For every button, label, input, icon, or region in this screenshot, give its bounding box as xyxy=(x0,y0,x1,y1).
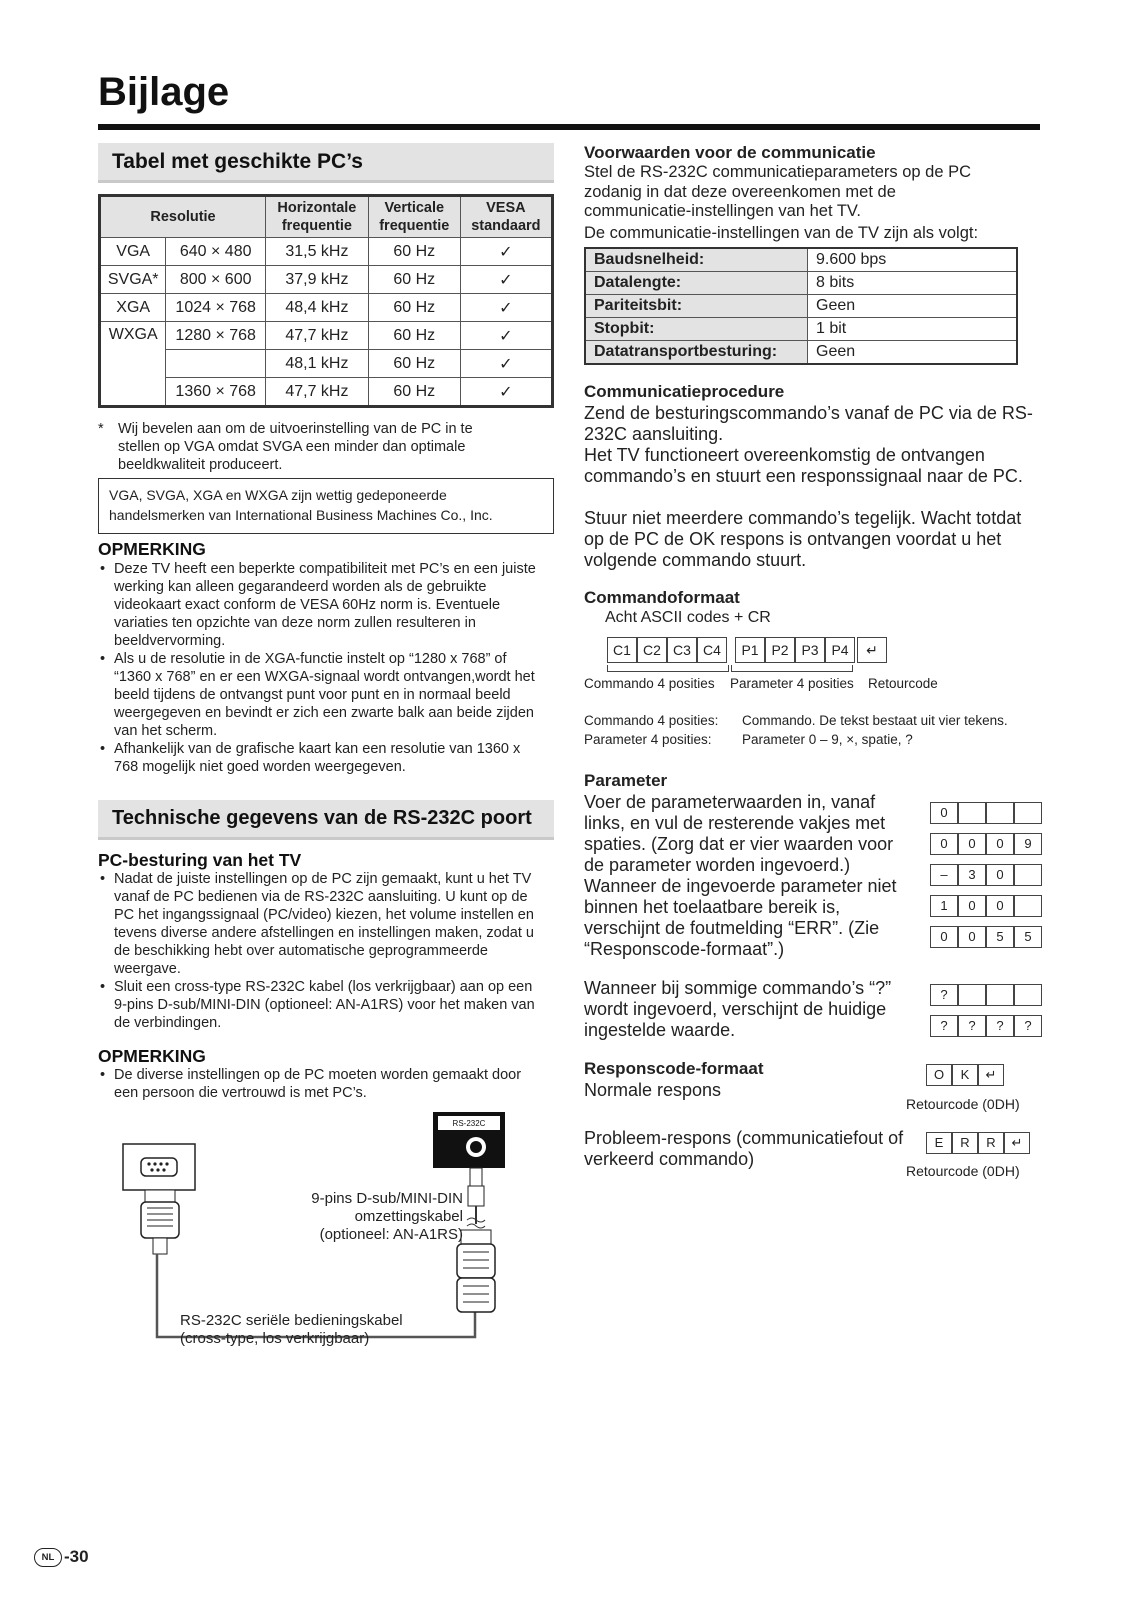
format-box: P3 xyxy=(795,637,825,663)
param-box xyxy=(986,984,1014,1006)
param-box: 0 xyxy=(930,802,958,824)
param-box: 0 xyxy=(986,864,1014,886)
response-box: E xyxy=(926,1132,952,1154)
cell-res: 1280 × 768 xyxy=(166,322,266,350)
table-row xyxy=(585,341,1017,365)
cable1-label xyxy=(270,1190,463,1244)
comm-text2: De communicatie-instellingen van de TV zijn als volgt: xyxy=(584,224,979,242)
proc-title: Communicatieprocedure xyxy=(584,382,785,401)
comm-settings-table xyxy=(584,247,1018,365)
format-box: P4 xyxy=(825,637,855,663)
check-icon: ✓ xyxy=(460,266,552,294)
param-box xyxy=(1014,864,1042,886)
table-row xyxy=(100,238,553,266)
cable2-label xyxy=(180,1312,403,1348)
param-box: 0 xyxy=(958,833,986,855)
param-box: ? xyxy=(930,1015,958,1037)
fmt-label-command: Commando 4 posities xyxy=(584,676,715,691)
response-box: O xyxy=(926,1064,952,1086)
param-box xyxy=(1014,984,1042,1006)
setting-key: Pariteitsbit: xyxy=(585,295,808,318)
trademark-box xyxy=(98,478,554,534)
cable1-line3: (optioneel: AN-A1RS) xyxy=(319,1226,463,1243)
header-vesa: VESA standaard xyxy=(460,196,552,238)
table-row xyxy=(100,294,553,322)
setting-key: Stopbit: xyxy=(585,318,808,341)
response-box: R xyxy=(952,1132,978,1154)
cable2-line1: RS-232C seriële bedieningskabel xyxy=(180,1312,403,1329)
param-box: ? xyxy=(1014,1015,1042,1037)
setting-value: Geen xyxy=(808,341,1018,365)
cell-hfreq: 47,7 kHz xyxy=(266,322,369,350)
table-row xyxy=(585,272,1017,295)
setting-value: Geen xyxy=(808,295,1018,318)
cell-hfreq: 48,1 kHz xyxy=(266,350,369,378)
trademark-text: VGA, SVGA, XGA en WXGA zijn wettig gedeponeerde handelsmerken van International Business Machines Co., Inc. xyxy=(109,487,493,523)
cell-vfreq: 60 Hz xyxy=(368,294,460,322)
resp-ret1: Retourcode (0DH) xyxy=(906,1096,1020,1112)
param-box: ? xyxy=(958,1015,986,1037)
check-icon: ✓ xyxy=(460,322,552,350)
param-box xyxy=(958,984,986,1006)
pc-serial-port-icon xyxy=(123,1144,195,1190)
section-title-rs232 xyxy=(98,800,554,840)
response-box: ↵ xyxy=(1004,1132,1030,1154)
setting-value: 8 bits xyxy=(808,272,1018,295)
setting-key: Baudsnelheid: xyxy=(585,248,808,272)
section-title-text: Tabel met geschikte PC’s xyxy=(112,149,363,173)
dsub-connector-icon xyxy=(141,1190,179,1254)
resp-problem: Probleem-respons (communicatiefout of verkeerd commando) xyxy=(584,1128,904,1169)
param-box: 0 xyxy=(986,833,1014,855)
param-title: Parameter xyxy=(584,771,668,790)
fmt-def1-key: Commando 4 posities: xyxy=(584,713,719,728)
setting-key: Datatransportbesturing: xyxy=(585,341,808,365)
fmt-def2-key: Parameter 4 posities: xyxy=(584,732,712,747)
param-box xyxy=(1014,802,1042,824)
proc-p3: Stuur niet meerdere commando’s tegelijk. Wacht totdat op de PC de OK respons is ontvangen voordat u het volgende commando stuurt. xyxy=(584,508,1022,570)
param-box: 9 xyxy=(1014,833,1042,855)
brace-parameter xyxy=(731,665,853,672)
table-row xyxy=(585,248,1017,272)
page-number: -30 xyxy=(64,1547,89,1566)
resp-normal: Normale respons xyxy=(584,1080,722,1100)
section-title-pc-table xyxy=(98,143,554,183)
table-header-row xyxy=(100,196,553,238)
setting-value: 1 bit xyxy=(808,318,1018,341)
format-box: C3 xyxy=(667,637,697,663)
fmt-sub: Acht ASCII codes + CR xyxy=(605,609,771,626)
cell-name: WXGA xyxy=(100,322,166,407)
list-item: • Nadat de juiste instellingen op de PC zijn gemaakt, kunt u het TV vanaf de PC bedienen via de RS-232C aansluiting. U kunt op de PC het ingangssignaal (PC/video) kiezen, het volume instellen en tevens diverse andere afstellingen en instellingen maken, zodat u de beschikking hebt over automatische geprogrammeerde weergave. xyxy=(98,870,542,978)
cell-hfreq: 31,5 kHz xyxy=(266,238,369,266)
check-icon: ✓ xyxy=(460,350,552,378)
table-row xyxy=(100,322,553,350)
param-box: ? xyxy=(930,984,958,1006)
proc-p1: Zend de besturingscommando’s vanaf de PC via de RS-232C aansluiting. xyxy=(584,403,1033,444)
comm-title: Voorwaarden voor de communicatie xyxy=(584,143,876,162)
cell-vfreq: 60 Hz xyxy=(368,378,460,407)
fmt-def2-value: Parameter 0 – 9, ×, spatie, ? xyxy=(742,732,913,747)
fmt-title: Commandoformaat xyxy=(584,588,740,607)
note2-title: OPMERKING xyxy=(98,1046,206,1066)
cell-hfreq: 47,7 kHz xyxy=(266,378,369,407)
header-horizontal: Horizontale frequentie xyxy=(266,196,369,238)
format-box: P2 xyxy=(765,637,795,663)
header-vertical: Verticale frequentie xyxy=(368,196,460,238)
table-row xyxy=(100,350,553,378)
section-title-text: Technische gegevens van de RS-232C poort xyxy=(112,807,532,829)
port-label: RS-232C xyxy=(452,1119,486,1128)
fmt-def1-value: Commando. De tekst bestaat uit vier tekens. xyxy=(742,713,1008,728)
cell-vfreq: 60 Hz xyxy=(368,266,460,294)
cell-res: 640 × 480 xyxy=(166,238,266,266)
cell-hfreq: 37,9 kHz xyxy=(266,266,369,294)
pc-table xyxy=(98,194,554,408)
pc-control-title: PC-besturing van het TV xyxy=(98,850,302,870)
header-resolution: Resolutie xyxy=(100,196,266,238)
table-row xyxy=(100,378,553,407)
table-row xyxy=(585,318,1017,341)
param-box: 0 xyxy=(986,895,1014,917)
param-box xyxy=(1014,895,1042,917)
table-row xyxy=(100,266,553,294)
cell-vfreq: 60 Hz xyxy=(368,350,460,378)
cell-hfreq: 48,4 kHz xyxy=(266,294,369,322)
brace-command xyxy=(607,665,729,672)
param-box: 0 xyxy=(958,895,986,917)
page-title: Bijlage xyxy=(98,70,230,114)
lang-badge: NL xyxy=(34,1548,62,1567)
param-box: 5 xyxy=(1014,926,1042,948)
response-box: K xyxy=(952,1064,978,1086)
note1-title: OPMERKING xyxy=(98,539,206,559)
list-item: • Afhankelijk van de grafische kaart kan een resolutie van 1360 x 768 mogelijk niet goed worden weergegeven. xyxy=(98,740,538,776)
setting-value: 9.600 bps xyxy=(808,248,1018,272)
param-box: ? xyxy=(986,1015,1014,1037)
cell-res: 1360 × 768 xyxy=(166,378,266,407)
cable1-line1: 9-pins D-sub/MINI-DIN xyxy=(311,1190,463,1207)
pc-control-list xyxy=(98,870,542,1032)
resp-title: Responscode-formaat xyxy=(584,1059,764,1078)
fmt-label-return: Retourcode xyxy=(868,676,938,691)
cell-res: 800 × 600 xyxy=(166,266,266,294)
param-box: 1 xyxy=(930,895,958,917)
cell-name: XGA xyxy=(100,294,166,322)
param-text2: Wanneer bij sommige commando’s “?” wordt ingevoerd, verschijnt de huidige ingestelde waarde. xyxy=(584,978,892,1040)
footnote-mark: * xyxy=(98,421,104,437)
param-box: – xyxy=(930,864,958,886)
format-box: C1 xyxy=(607,637,637,663)
check-icon: ✓ xyxy=(460,378,552,407)
format-box: C4 xyxy=(697,637,727,663)
comm-text: Stel de RS-232C communicatieparameters op de PC zodanig in dat deze overeenkomen met de communicatie-instellingen van het TV. xyxy=(584,163,972,220)
check-icon: ✓ xyxy=(460,238,552,266)
param-box: 3 xyxy=(958,864,986,886)
format-box: C2 xyxy=(637,637,667,663)
tv-rs232-port-icon xyxy=(433,1112,505,1168)
footnote: Wij bevelen aan om de uitvoerinstelling van de PC in te stellen op VGA omdat SVGA een minder dan optimale beeldkwaliteit produceert. xyxy=(118,421,473,473)
list-item: • De diverse instellingen op de PC moeten worden gemaakt door een persoon die vertrouwd is met PC’s. xyxy=(98,1066,542,1102)
response-box: ↵ xyxy=(978,1064,1004,1086)
note1-list xyxy=(98,560,538,776)
setting-key: Datalengte: xyxy=(585,272,808,295)
cable1-line2: omzettingskabel xyxy=(354,1208,463,1225)
fmt-label-parameter: Parameter 4 posities xyxy=(730,676,854,691)
table-row xyxy=(585,295,1017,318)
check-icon: ✓ xyxy=(460,294,552,322)
param-box xyxy=(986,802,1014,824)
return-icon: ↵ xyxy=(857,637,887,663)
cell-vfreq: 60 Hz xyxy=(368,238,460,266)
param-box: 0 xyxy=(930,833,958,855)
param-box: 0 xyxy=(958,926,986,948)
note2-list xyxy=(98,1066,542,1102)
title-rule xyxy=(98,124,1040,130)
cell-res: 1024 × 768 xyxy=(166,294,266,322)
cell-name: VGA xyxy=(100,238,166,266)
cell-vfreq: 60 Hz xyxy=(368,322,460,350)
list-item: • Deze TV heeft een beperkte compatibiliteit met PC’s en een juiste werking kan alleen gegarandeerd worden als de gebruikte videokaart exact conform de VESA 60Hz norm is. Eventuele variaties ten opzichte van deze norm zullen resulteren in beeldvervorming. xyxy=(98,560,538,650)
resp-ret2: Retourcode (0DH) xyxy=(906,1163,1020,1179)
param-box: 5 xyxy=(986,926,1014,948)
response-box: R xyxy=(978,1132,1004,1154)
proc-p2: Het TV functioneert overeenkomstig de ontvangen commando’s en stuurt een responssignaal naar de PC. xyxy=(584,445,1023,486)
list-item: • Als u de resolutie in de XGA-functie instelt op “1280 x 768” of “1360 x 768” en er een WXGA-signaal wordt ontvangen,wordt het beeld tijdens de ontvangst punt voor punt en in normaal beeld weergegeven en bevindt er zich een zwarte balk aan beide zijden van het scherm. xyxy=(98,650,538,740)
cell-res xyxy=(166,350,266,378)
cable2-line2: (cross-type, los verkrijgbaar) xyxy=(180,1330,370,1347)
param-text: Voer de parameterwaarden in, vanaf links, en vul de resterende vakjes met spaties. (Zorg dat er vier waarden voor de parameter worden ingevoerd.) Wanneer de ingevoerde parameter niet binnen het toelaatbare bereik is, verschijnt de foutmelding “ERR”. (Zie “Responscode-formaat”.) xyxy=(584,792,897,959)
param-box: 0 xyxy=(930,926,958,948)
list-item: • Sluit een cross-type RS-232C kabel (los verkrijgbaar) aan op een 9-pins D-sub/MINI-DIN (optioneel: AN-A1RS) voor het maken van de verbindingen. xyxy=(98,978,542,1032)
format-box: P1 xyxy=(735,637,765,663)
param-box xyxy=(958,802,986,824)
cell-name: SVGA* xyxy=(100,266,166,294)
